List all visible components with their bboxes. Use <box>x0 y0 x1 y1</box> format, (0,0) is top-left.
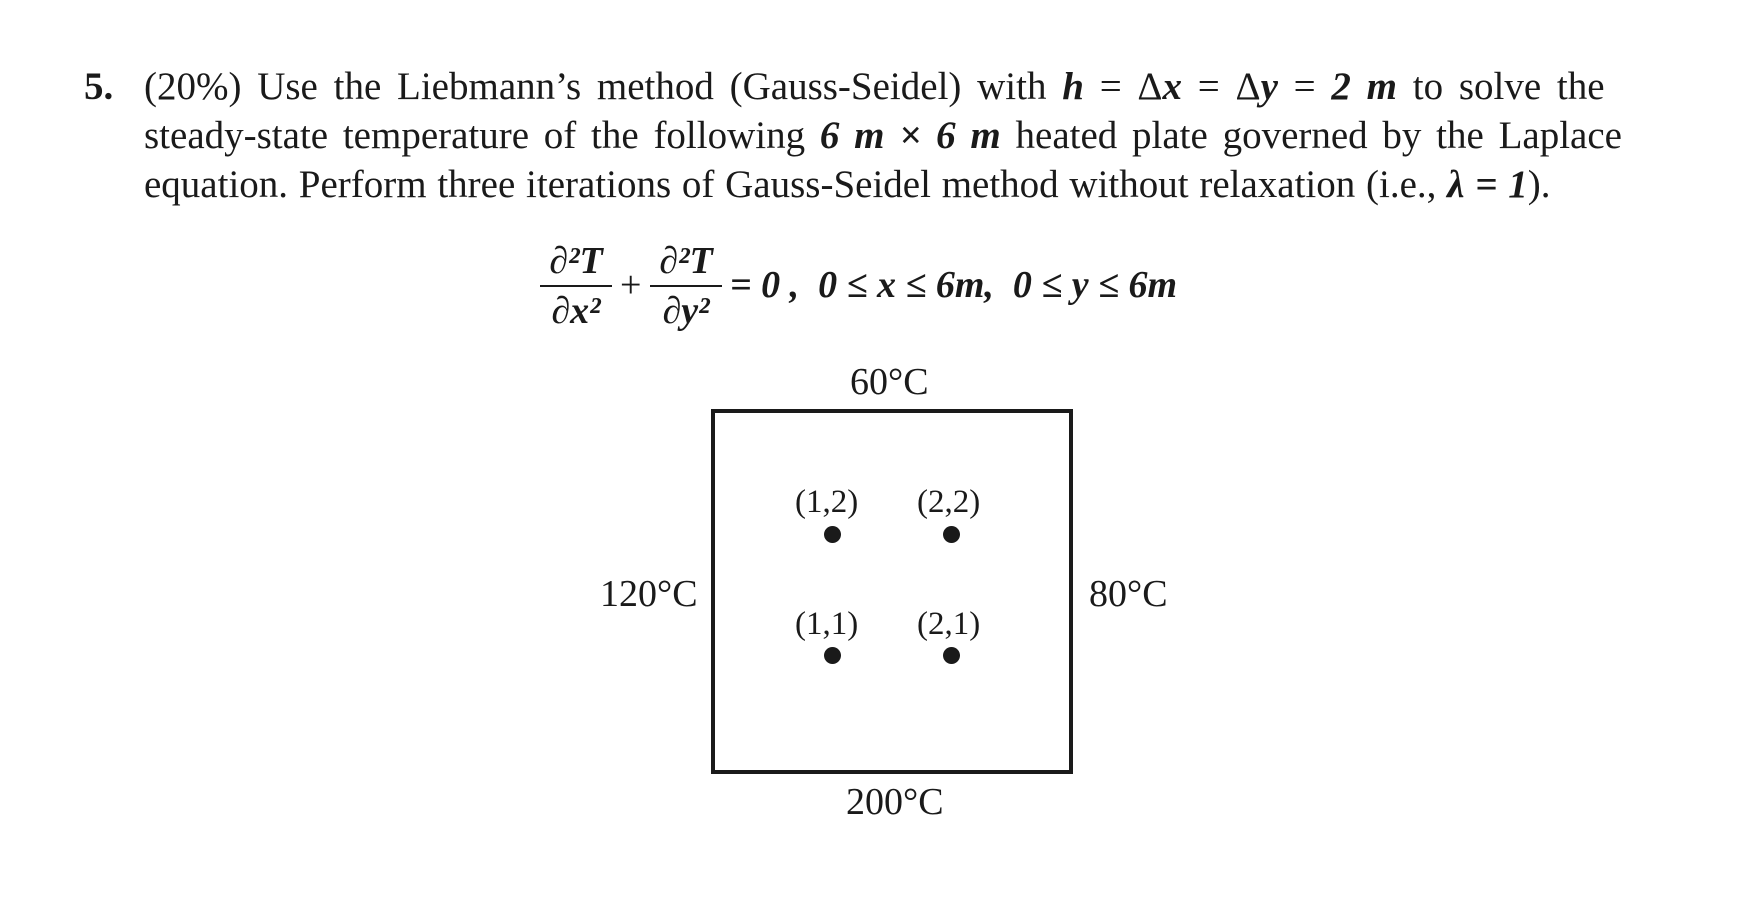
heated-plate <box>711 409 1073 774</box>
node-label-2-1: (2,1) <box>917 606 981 642</box>
node-label-2-2: (2,2) <box>917 484 981 520</box>
node-label-1-1: (1,1) <box>795 606 859 642</box>
top-boundary-temp: 60°C <box>850 361 929 403</box>
left-boundary-temp: 120°C <box>600 573 698 615</box>
node-point-2-1 <box>943 647 960 664</box>
fraction-bar <box>540 285 612 287</box>
bottom-boundary-temp: 200°C <box>846 781 944 823</box>
fraction-numerator: ∂²T <box>659 240 713 282</box>
plus-sign: + <box>620 264 642 306</box>
problem-line-1: (20%) Use the Liebmann’s method (Gauss-Seidel) with h = Δx = Δy = 2 m to solve the <box>144 65 1605 108</box>
problem-line-3: equation. Perform three iterations of Gauss-Seidel method without relaxation (i.e., λ = 1). <box>144 163 1551 206</box>
node-point-1-1 <box>824 647 841 664</box>
fraction-d2t-dx2 <box>540 240 612 332</box>
fraction-numerator: ∂²T <box>549 240 603 282</box>
problem-number: 5. <box>84 65 114 108</box>
node-label-1-2: (1,2) <box>795 484 859 520</box>
node-point-1-2 <box>824 526 841 543</box>
problem-line-2: steady-state temperature of the following 6 m × 6 m heated plate governed by the Laplace <box>144 114 1622 157</box>
fraction-bar <box>650 285 722 287</box>
equation-domain: = 0 , 0 ≤ x ≤ 6m, 0 ≤ y ≤ 6m <box>730 264 1178 306</box>
fraction-denominator: ∂x² <box>551 290 601 332</box>
right-boundary-temp: 80°C <box>1089 573 1168 615</box>
fraction-d2t-dy2 <box>650 240 722 332</box>
fraction-denominator: ∂y² <box>662 290 710 332</box>
node-point-2-2 <box>943 526 960 543</box>
laplace-equation <box>540 240 1260 340</box>
